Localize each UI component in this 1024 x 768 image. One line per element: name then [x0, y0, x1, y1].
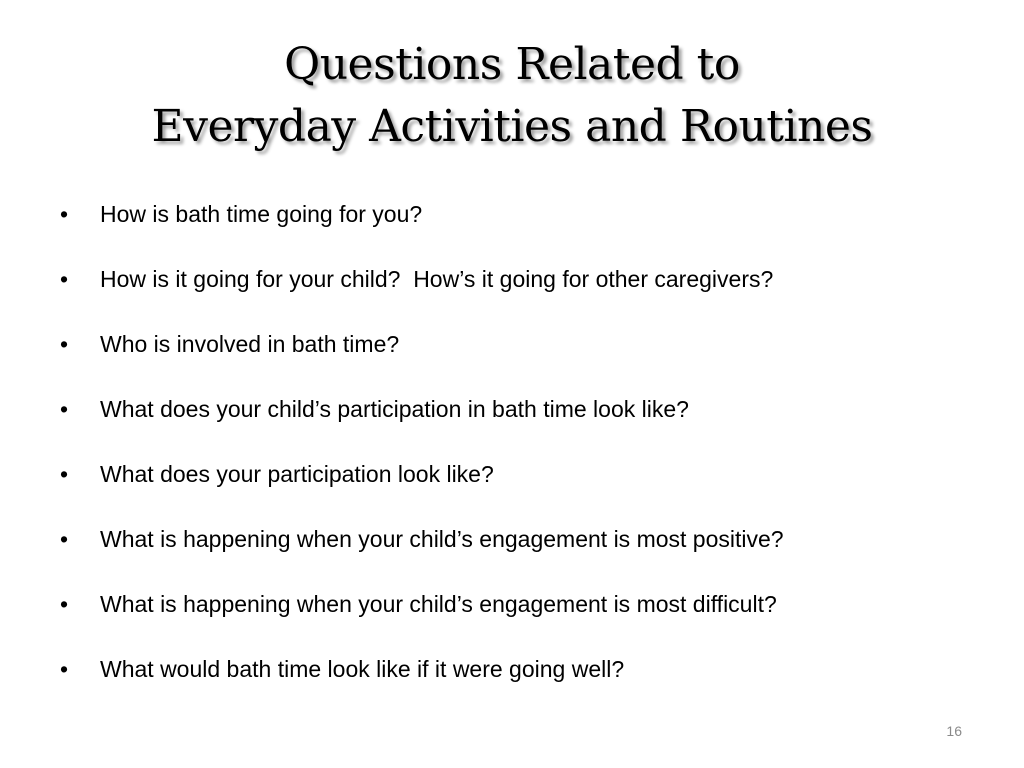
page-number: 16: [946, 723, 962, 739]
slide-title: [0, 34, 1024, 158]
slide-title-line-2: Everyday Activities and Routines: [151, 101, 873, 152]
question-text: How is it going for your child? How’s it going for other caregivers?: [100, 266, 774, 292]
list-item: [60, 517, 1000, 582]
question-text: Who is involved in bath time?: [100, 331, 400, 357]
bullet-icon: •: [60, 331, 69, 357]
list-item: [60, 647, 1000, 712]
question-list: [60, 192, 1000, 712]
bullet-icon: •: [60, 396, 69, 422]
question-text: What does your child’s participation in bath time look like?: [100, 396, 689, 422]
list-item: [60, 322, 1000, 387]
bullet-icon: •: [60, 591, 69, 617]
question-text: How is bath time going for you?: [100, 201, 423, 227]
list-item: [60, 192, 1000, 257]
list-item: [60, 452, 1000, 517]
question-text: What does your participation look like?: [100, 461, 494, 487]
bullet-icon: •: [60, 201, 69, 227]
question-text: What would bath time look like if it were going well?: [100, 656, 625, 682]
list-item: [60, 582, 1000, 647]
list-item: [60, 257, 1000, 322]
question-text: What is happening when your child’s engagement is most difficult?: [100, 591, 777, 617]
bullet-icon: •: [60, 266, 69, 292]
bullet-icon: •: [60, 656, 69, 682]
list-item: [60, 387, 1000, 452]
bullet-icon: •: [60, 461, 69, 487]
bullet-icon: •: [60, 526, 69, 552]
slide-title-line-1: Questions Related to: [284, 39, 740, 90]
question-text: What is happening when your child’s engagement is most positive?: [100, 526, 784, 552]
